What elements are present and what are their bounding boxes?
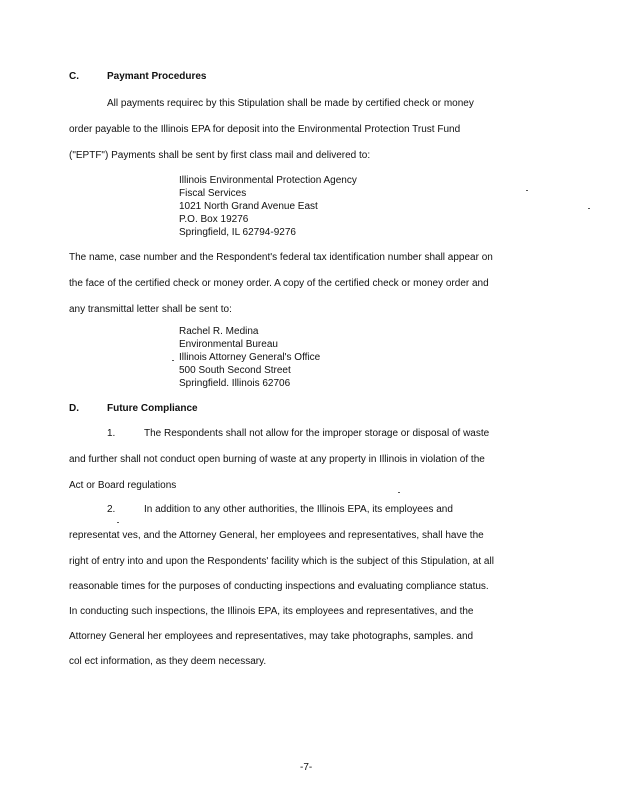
section-c-title: Paymant Procedures [107, 71, 207, 82]
section-c-para1-line-3: ("EPTF") Payments shall be sent by first class mail and delivered to: [69, 150, 371, 161]
section-d-title: Future Compliance [107, 403, 198, 414]
item2-line-4: reasonable times for the purposes of conducting inspections and evaluating compliance status. [69, 581, 489, 592]
item2-number: 2. [107, 504, 116, 515]
item1-line-2: and further shall not conduct open burning of waste at any property in Illinois in violation of the [69, 454, 485, 465]
item2-line-5: In conducting such inspections, the Illinois EPA, its employees and representatives, and the [69, 606, 474, 617]
item2-line-6: Attorney General her employees and representatives, may take photographs, samples. and [69, 631, 474, 642]
scan-speck [398, 492, 400, 493]
address2-line-5: Springfield. Illinois 62706 [179, 378, 291, 389]
address2-line-2: Environmental Bureau [179, 339, 278, 350]
item2-line-7: col ect information, as they deem necessary. [69, 656, 267, 667]
address1-line-3: 1021 North Grand Avenue East [179, 201, 318, 212]
item1-line-1: The Respondents shall not allow for the improper storage or disposal of waste [144, 428, 490, 439]
section-c-para2-line-1: The name, case number and the Respondent's federal tax identification number shall appear on [69, 252, 493, 263]
scan-speck [526, 190, 528, 191]
item2-line-2: representat ves, and the Attorney General, her employees and representatives, shall have the [69, 530, 484, 541]
item2-line-3: right of entry into and upon the Respondents' facility which is the subject of this Stipulation, at all [69, 556, 494, 567]
scan-speck [117, 522, 119, 523]
section-c-letter: C. [69, 71, 79, 82]
address2-line-4: 500 South Second Street [179, 365, 291, 376]
address1-line-4: P.O. Box 19276 [179, 214, 249, 225]
section-d-letter: D. [69, 403, 79, 414]
section-c-para1-line-1: All payments requirec by this Stipulation shall be made by certified check or money [107, 98, 474, 109]
scan-speck [172, 360, 174, 361]
address1-line-5: Springfield, IL 62794-9276 [179, 227, 296, 238]
address2-line-1: Rachel R. Medina [179, 326, 259, 337]
address1-line-2: Fiscal Services [179, 188, 247, 199]
scan-speck [588, 208, 590, 209]
section-c-para2-line-3: any transmittal letter shall be sent to: [69, 304, 232, 315]
section-c-para1-line-2: order payable to the Illinois EPA for deposit into the Environmental Protection Trust Fund [69, 124, 461, 135]
item1-line-3: Act or Board regulations [69, 480, 177, 491]
section-c-para2-line-2: the face of the certified check or money order. A copy of the certified check or money order and [69, 278, 489, 289]
address1-line-1: Illinois Environmental Protection Agency [179, 175, 357, 186]
address2-line-3: Illinois Attorney General's Office [179, 352, 321, 363]
item1-number: 1. [107, 428, 116, 439]
page-number: -7- [300, 762, 313, 773]
item2-line-1: In addition to any other authorities, the Illinois EPA, its employees and [144, 504, 453, 515]
